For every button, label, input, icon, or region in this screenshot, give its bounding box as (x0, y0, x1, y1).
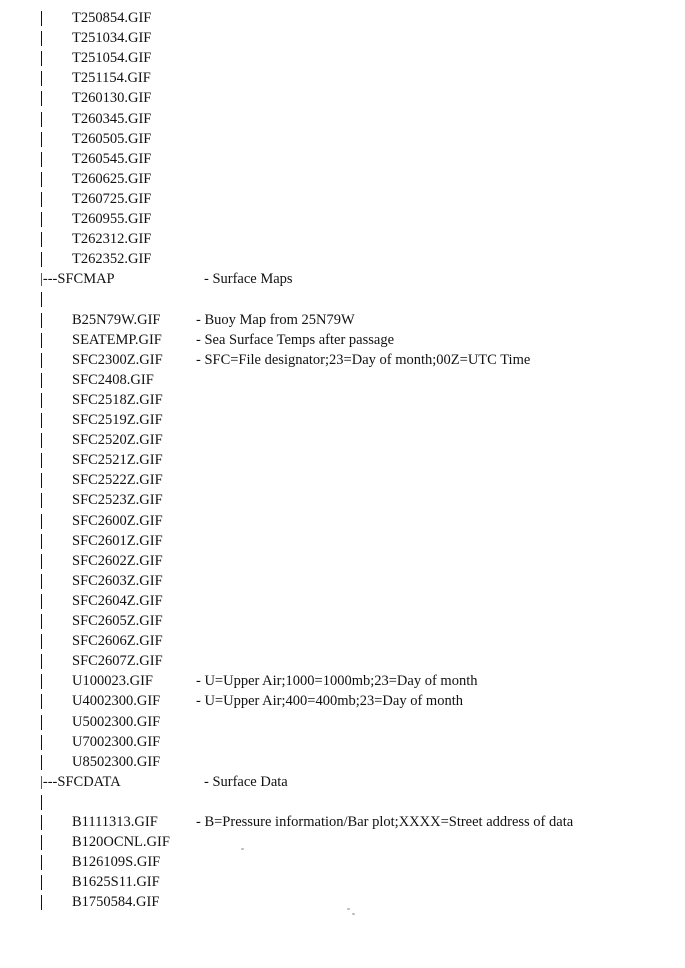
file-row (0, 8, 685, 28)
file-row (0, 149, 685, 169)
file-name: B25N79W.GIF (72, 311, 161, 328)
file-row (0, 109, 685, 129)
tree-line (41, 895, 42, 910)
file-name: U7002300.GIF (72, 733, 161, 750)
file-name: T262312.GIF (72, 231, 152, 248)
tree-line (41, 694, 42, 709)
file-name: T262352.GIF (72, 251, 152, 268)
file-row (0, 88, 685, 108)
file-name: SFC2603Z.GIF (72, 572, 163, 589)
file-name: B1111313.GIF (72, 814, 158, 830)
file-name: T250854.GIF (72, 10, 152, 26)
file-row (0, 591, 685, 611)
file-row (0, 189, 685, 209)
file-name: SFC2408.GIF (72, 371, 154, 388)
file-name: SFC2607Z.GIF (72, 653, 163, 670)
tree-line (41, 473, 42, 488)
file-name: SFC2602Z.GIF (72, 552, 163, 569)
tree-line (41, 132, 42, 147)
file-name: SFC2300Z.GIF (72, 351, 163, 368)
tree-line (41, 795, 42, 810)
tree-line (41, 815, 42, 830)
tree-line (41, 71, 42, 86)
file-row (0, 249, 685, 269)
file-row (0, 832, 685, 852)
tree-line (41, 614, 42, 629)
scan-speck (241, 848, 244, 850)
tree-line (41, 212, 42, 227)
file-description: - Buoy Map from 25N79W (196, 311, 355, 328)
file-row (0, 229, 685, 249)
tree-line (41, 674, 42, 689)
directory-label: |---SFCDATA (40, 773, 121, 790)
file-row (0, 68, 685, 88)
file-description: - SFC=File designator;23=Day of month;00Z=UTC Time (196, 351, 531, 368)
file-name: SFC2519Z.GIF (72, 412, 163, 428)
file-row (0, 48, 685, 68)
file-name: T260955.GIF (72, 211, 152, 227)
directory-row (0, 772, 685, 792)
file-name: B126109S.GIF (72, 854, 161, 871)
file-row (0, 209, 685, 229)
file-description: - U=Upper Air;400=400mb;23=Day of month (196, 693, 463, 710)
tree-line (41, 735, 42, 750)
file-row (0, 169, 685, 189)
tree-line (41, 112, 42, 127)
tree-line (41, 232, 42, 247)
file-name: T260725.GIF (72, 190, 152, 207)
file-name: SFC2605Z.GIF (72, 613, 163, 629)
tree-line (41, 91, 42, 106)
file-description: - B=Pressure information/Bar plot;XXXX=Street address of data (196, 814, 574, 830)
tree-line (41, 172, 42, 187)
file-row (0, 732, 685, 752)
file-name: U8502300.GIF (72, 753, 161, 770)
tree-connector-row (0, 289, 685, 309)
file-name: SFC2600Z.GIF (72, 512, 163, 529)
tree-line (41, 554, 42, 569)
file-name: SFC2601Z.GIF (72, 532, 163, 549)
tree-line (41, 594, 42, 609)
file-name: T260130.GIF (72, 90, 152, 107)
directory-description: - Surface Maps (204, 271, 293, 288)
file-row (0, 370, 685, 390)
file-name: U4002300.GIF (72, 693, 161, 710)
file-name: SFC2606Z.GIF (72, 633, 163, 650)
scan-speck (347, 908, 350, 910)
tree-connector-row (0, 792, 685, 812)
file-row (0, 129, 685, 149)
tree-line (41, 292, 42, 307)
tree-line (41, 755, 42, 770)
directory-row (0, 269, 685, 289)
file-row (0, 450, 685, 470)
tree-line (41, 252, 42, 267)
file-row (0, 812, 685, 832)
file-row (0, 551, 685, 571)
directory-label: |---SFCMAP (40, 271, 115, 288)
file-name: SFC2520Z.GIF (72, 432, 163, 449)
tree-line (41, 192, 42, 207)
file-name: B1625S11.GIF (72, 874, 160, 891)
tree-line (41, 654, 42, 669)
file-row (0, 390, 685, 410)
file-row (0, 490, 685, 510)
tree-line (41, 11, 42, 26)
tree-line (41, 514, 42, 529)
tree-line (41, 715, 42, 730)
file-name: SEATEMP.GIF (72, 331, 162, 348)
file-name: T260345.GIF (72, 110, 152, 127)
file-row (0, 691, 685, 711)
tree-line (41, 152, 42, 167)
file-row (0, 330, 685, 350)
file-description: - U=Upper Air;1000=1000mb;23=Day of month (196, 673, 478, 690)
file-name: U5002300.GIF (72, 713, 161, 730)
file-row (0, 892, 685, 912)
tree-line (41, 413, 42, 428)
file-name: T260545.GIF (72, 150, 152, 167)
tree-line (41, 313, 42, 328)
directory-description: - Surface Data (204, 773, 288, 790)
file-row (0, 28, 685, 48)
tree-line (41, 453, 42, 468)
file-row (0, 430, 685, 450)
tree-line (41, 574, 42, 589)
file-row (0, 350, 685, 370)
file-row (0, 571, 685, 591)
file-name: T260625.GIF (72, 170, 152, 187)
file-name: SFC2523Z.GIF (72, 492, 163, 509)
file-row (0, 531, 685, 551)
file-row (0, 752, 685, 772)
file-row (0, 511, 685, 531)
file-name: T251054.GIF (72, 50, 152, 67)
tree-line (41, 393, 42, 408)
tree-line (41, 493, 42, 508)
file-row (0, 310, 685, 330)
file-row (0, 872, 685, 892)
file-row (0, 631, 685, 651)
tree-line (41, 373, 42, 388)
file-name: U100023.GIF (72, 673, 153, 690)
tree-line (41, 835, 42, 850)
file-name: T251154.GIF (72, 70, 151, 87)
tree-line (41, 634, 42, 649)
file-row (0, 712, 685, 732)
file-name: SFC2604Z.GIF (72, 592, 163, 609)
tree-line (41, 31, 42, 46)
file-name: T260505.GIF (72, 130, 152, 147)
file-name: SFC2521Z.GIF (72, 452, 163, 469)
file-description: - Sea Surface Temps after passage (196, 331, 395, 348)
file-row (0, 470, 685, 490)
file-row (0, 651, 685, 671)
tree-line (41, 51, 42, 66)
tree-line (41, 875, 42, 890)
tree-line (41, 333, 42, 348)
scan-speck (352, 913, 355, 915)
file-row (0, 852, 685, 872)
file-name: T251034.GIF (72, 30, 152, 47)
file-name: B120OCNL.GIF (72, 834, 170, 851)
file-name: SFC2522Z.GIF (72, 472, 163, 489)
tree-line (41, 534, 42, 549)
file-name: B1750584.GIF (72, 894, 160, 911)
tree-line (41, 855, 42, 870)
file-row (0, 671, 685, 691)
file-name: SFC2518Z.GIF (72, 391, 163, 408)
tree-line (41, 353, 42, 368)
tree-line (41, 433, 42, 448)
file-row (0, 410, 685, 430)
file-row (0, 611, 685, 631)
